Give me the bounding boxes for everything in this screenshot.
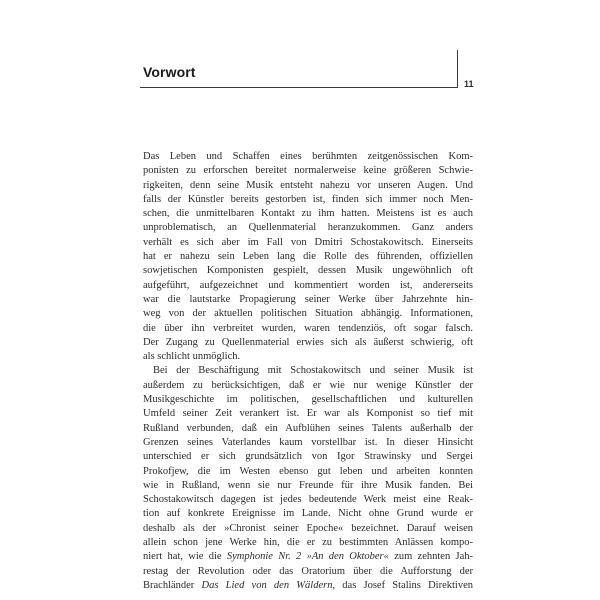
text-line: allein schon jene Werke hin, die er zu bestimmten Anlässen kompo- — [143, 537, 473, 549]
text-line: Rußland verbunden, daß ein Aufblühen seines Talents außerhalb der — [143, 422, 473, 434]
text-line: als schlicht unmöglich. — [143, 351, 241, 363]
page-number: 11 — [464, 79, 474, 89]
text-segment: zum zehnten Jah- — [388, 551, 473, 563]
paragraph-2 — [143, 364, 473, 593]
header-vertical-rule — [457, 50, 458, 88]
text-line: falls der Künstler bereits gestorben ist, finden sich immer noch Men- — [143, 193, 473, 205]
text-segment: niert hat, wie die — [143, 551, 227, 563]
body-text — [143, 150, 473, 593]
text-line: außerdem zu berücksichtigen, daß er wie nur wenige Künstler der — [143, 379, 473, 391]
text-line: Schostakowitsch dagegen ist jedes bedeutende Werk meist eine Reak- — [143, 494, 473, 506]
work-title: Symphonie Nr. 2 »An den Oktober« — [226, 551, 389, 563]
text-line: rigkeiten, denn seine Musik entsteht nahezu vor unseren Augen. Und — [143, 179, 473, 191]
text-line: aufgeführt, aufgezeichnet und kommentiert worden ist, andererseits — [143, 279, 473, 291]
text-line: war die lautstarke Propagierung seiner Werke über Jahrzehnte hin- — [143, 293, 473, 305]
text-line: Prokofjew, die im Westen ebenso gut leben und arbeiten konnten — [143, 465, 473, 477]
text-line — [143, 550, 473, 564]
text-line: sowjetischen Komponisten gespielt, dessen Musik ungewöhnlich oft — [143, 265, 473, 277]
text-segment: Brachländer — [143, 579, 202, 591]
work-title: Das Lied von den Wäldern — [201, 579, 333, 591]
text-line: die über ihn verbreitet wurden, waren tendenziös, oft sogar falsch. — [143, 322, 473, 334]
text-line: Musikgeschichte im politischen, gesellschaftlichen und kulturellen — [143, 394, 473, 406]
section-heading: Vorwort — [143, 64, 196, 80]
text-line — [143, 579, 473, 593]
text-line: restag der Revolution oder das Oratorium über die Aufforstung der — [143, 565, 473, 577]
text-line: weg von der aktuellen politischen Situation abhängig. Informationen, — [143, 308, 473, 320]
text-line: Grenzen seines Vaterlandes kaum vorstellbar ist. In dieser Hinsicht — [143, 436, 473, 448]
text-line: tion auf konkrete Ereignisse im Lande. Nicht ohne Grund wurde er — [143, 508, 473, 520]
text-line: verhält es sich aber im Fall von Dmitri Schostakowitsch. Einerseits — [143, 236, 473, 248]
text-line: unproblematisch, an Quellenmaterial heranzukommen. Ganz anders — [143, 222, 473, 234]
text-line: Das Leben und Schaffen eines berühmten zeitgenössischen Kom- — [143, 151, 473, 162]
text-line: unterschied er sich grundsätzlich von Igor Strawinsky und Sergei — [143, 451, 473, 463]
text-line: Der Zugang zu Quellenmaterial erwies sich als äußerst schwierig, oft — [143, 336, 473, 348]
text-line: deshalb als der »Chronist seiner Epoche« bezeichnet. Darauf weisen — [143, 522, 473, 534]
text-line: Bei der Beschäftigung mit Schostakowitsch und seiner Musik ist — [153, 365, 473, 377]
text-line: hat er nahezu sein Leben lang die Rolle des führenden, offiziellen — [143, 251, 473, 263]
paragraph-1 — [143, 150, 473, 364]
text-line: Umfeld seiner Zeit verankert ist. Er war als Komponist so tief mit — [143, 408, 473, 420]
text-line: schen, die unmittelbaren Kontakt zu ihm hatten. Meistens ist es auch — [143, 208, 473, 220]
header-rule — [140, 87, 458, 88]
text-line: ponisten zu erforschen bereitet normalerweise keine größeren Schwie- — [143, 165, 473, 177]
text-segment: , das Josef Stalins Direktiven — [332, 579, 473, 591]
text-line: wie in Rußland, wenn sie nur Freunde für ihre Musik fanden. Bei — [143, 479, 473, 491]
